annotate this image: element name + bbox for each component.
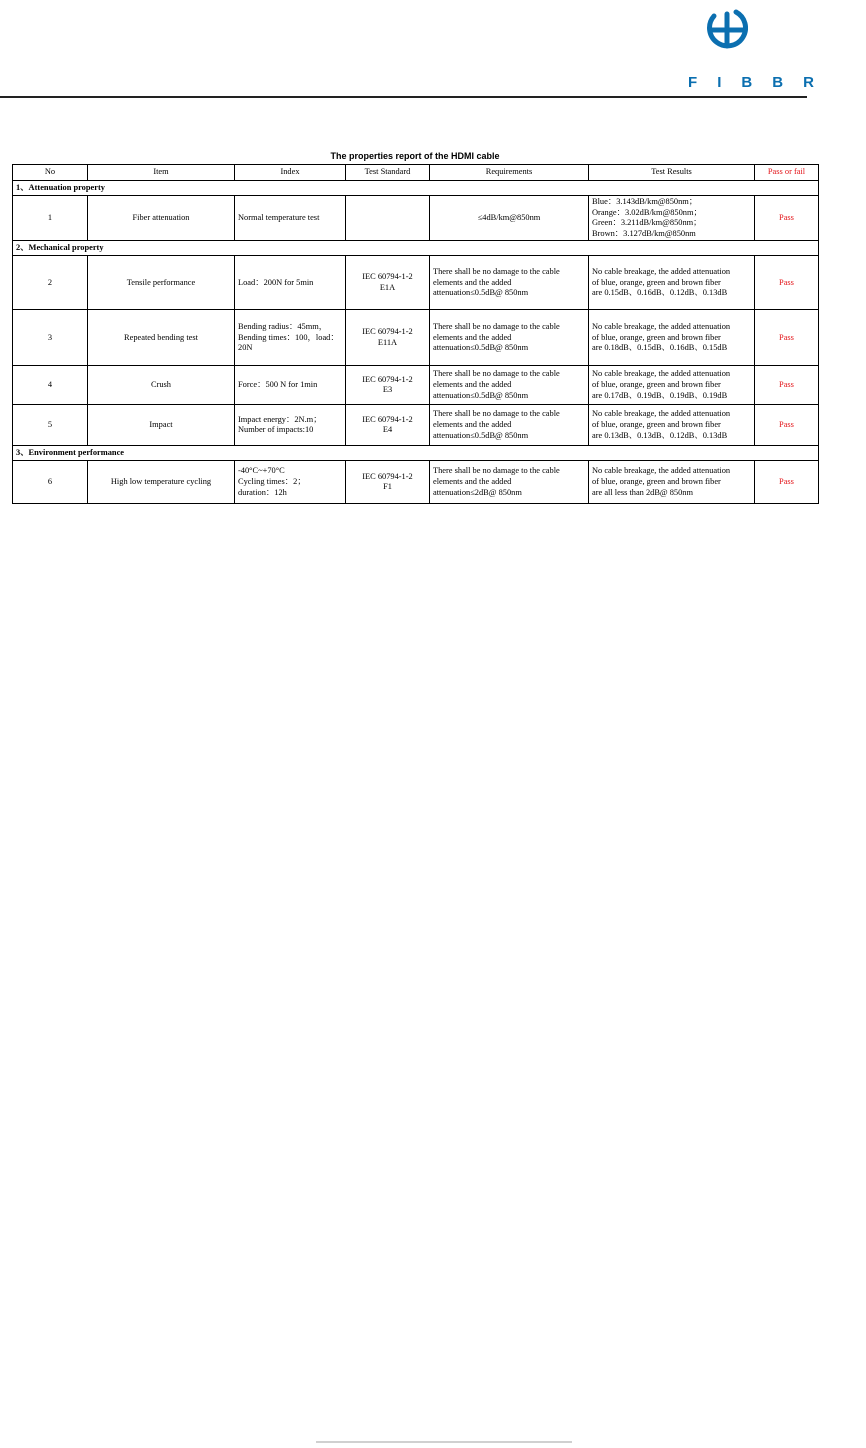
cell-standard-line: F1 (383, 482, 392, 492)
cell-index-line: duration：12h (238, 487, 287, 497)
footer-line (316, 1441, 572, 1443)
cell-index-line: Force：500 N for 1min (238, 380, 318, 390)
cell-results (589, 310, 755, 366)
cell-standard-line: E4 (382, 425, 393, 435)
cell-index (235, 405, 346, 446)
cell-index-line: Number of impacts:10 (238, 425, 314, 435)
cell-no: 4 (13, 366, 88, 405)
cell-requirements (430, 196, 589, 241)
cell-index-line: Cycling times：2； (238, 477, 306, 487)
cell-results-line: No cable breakage, the added attenuation (592, 369, 731, 379)
cell-standard (346, 256, 430, 310)
header-rule (0, 96, 807, 98)
cell-pass-fail: Pass (755, 405, 819, 446)
report-title: The properties report of the HDMI cable (330, 151, 500, 161)
table-row (13, 366, 819, 405)
cell-results (589, 405, 755, 446)
cell-results-line: of blue, orange, green and brown fiber (592, 477, 721, 487)
cell-item: High low temperature cycling (88, 461, 235, 504)
column-header-standard: Test Standard (346, 165, 430, 181)
cell-standard-line: IEC 60794-1-2 (362, 374, 413, 384)
cell-standard-line: E1A (379, 282, 396, 292)
cell-requirements-line: elements and the added (433, 380, 512, 390)
cell-results-line: are all less than 2dB@ 850nm (592, 487, 693, 497)
logo-wordmark (680, 74, 820, 91)
cell-item: Repeated bending test (88, 310, 235, 366)
logo-letter: B (772, 74, 784, 91)
cell-results (589, 366, 755, 405)
cell-requirements-line: attenuation≤0.5dB@ 850nm (433, 343, 529, 353)
cell-standard-line: IEC 60794-1-2 (362, 327, 413, 337)
cell-standard-line: E3 (382, 385, 393, 395)
cell-no: 2 (13, 256, 88, 310)
cell-requirements-line: There shall be no damage to the cable (433, 409, 560, 419)
cell-standard-line: IEC 60794-1-2 (362, 272, 413, 282)
plus-circle-logo-icon (706, 6, 748, 56)
cell-results-line: are 0.13dB、0.13dB、0.12dB、0.13dB (592, 430, 728, 440)
column-header-results: Test Results (589, 165, 755, 181)
cell-pass-fail: Pass (755, 256, 819, 310)
logo-letter: F (688, 74, 698, 91)
cell-results (589, 196, 755, 241)
cell-requirements-line: attenuation≤2dB@ 850nm (433, 487, 522, 497)
column-header-requirements: Requirements (430, 165, 589, 181)
cell-requirements-line: elements and the added (433, 277, 512, 287)
cell-index-line: Bending times：100，load： (238, 332, 339, 342)
table-row (13, 461, 819, 504)
cell-results-line: No cable breakage, the added attenuation (592, 321, 731, 331)
cell-requirements (430, 461, 589, 504)
cell-requirements-line: elements and the added (433, 332, 512, 342)
cell-results-line: of blue, orange, green and brown fiber (592, 277, 721, 287)
table-row (13, 405, 819, 446)
logo-letter: B (741, 74, 753, 91)
cell-results-line: of blue, orange, green and brown fiber (592, 420, 721, 430)
column-header-item: Item (88, 165, 235, 181)
cell-requirements-line: There shall be no damage to the cable (433, 266, 560, 276)
section-label: 3、Environment performance (13, 446, 819, 461)
cell-results-line: are 0.15dB、0.16dB、0.12dB、0.13dB (592, 288, 728, 298)
cell-requirements (430, 405, 589, 446)
cell-results-line: Blue：3.143dB/km@850nm； (592, 197, 698, 206)
cell-index (235, 366, 346, 405)
cell-item: Crush (88, 366, 235, 405)
cell-requirements-line: ≤4dB/km@850nm (477, 212, 541, 222)
table-row (13, 256, 819, 310)
cell-standard (346, 310, 430, 366)
cell-requirements-line: There shall be no damage to the cable (433, 369, 560, 379)
cell-requirements (430, 256, 589, 310)
cell-index (235, 310, 346, 366)
cell-requirements (430, 310, 589, 366)
section-row (13, 446, 819, 461)
cell-requirements-line: elements and the added (433, 477, 512, 487)
cell-index-line: Normal temperature test (238, 212, 320, 222)
cell-results-line: No cable breakage, the added attenuation (592, 466, 731, 476)
cell-pass-fail: Pass (755, 196, 819, 241)
properties-report (12, 146, 818, 504)
cell-results-line: No cable breakage, the added attenuation (592, 409, 731, 419)
cell-requirements-line: There shall be no damage to the cable (433, 321, 560, 331)
cell-index-line: 20N (238, 343, 253, 353)
cell-item: Tensile performance (88, 256, 235, 310)
cell-requirements-line: attenuation≤0.5dB@ 850nm (433, 390, 529, 400)
cell-no: 1 (13, 196, 88, 241)
logo-letter: R (803, 74, 814, 91)
cell-requirements-line: There shall be no damage to the cable (433, 466, 560, 476)
cell-index (235, 461, 346, 504)
section-row (13, 181, 819, 196)
cell-item: Fiber attenuation (88, 196, 235, 241)
table-header-row (13, 165, 819, 181)
cell-results-line: No cable breakage, the added attenuation (592, 266, 731, 276)
cell-index-line: Load：200N for 5min (238, 277, 314, 287)
cell-results-line: of blue, orange, green and brown fiber (592, 332, 721, 342)
cell-results-line: Green：3.211dB/km@850nm； (592, 218, 702, 228)
section-row (13, 241, 819, 256)
cell-no: 3 (13, 310, 88, 366)
cell-results (589, 256, 755, 310)
cell-requirements-line: attenuation≤0.5dB@ 850nm (433, 430, 529, 440)
cell-item: Impact (88, 405, 235, 446)
section-label: 1、Attenuation property (13, 181, 819, 196)
cell-requirements (430, 366, 589, 405)
cell-index (235, 196, 346, 241)
cell-no: 6 (13, 461, 88, 504)
cell-standard-line: IEC 60794-1-2 (362, 414, 413, 424)
cell-requirements-line: attenuation≤0.5dB@ 850nm (433, 288, 529, 298)
cell-index-line: -40°C~+70°C (238, 466, 285, 476)
cell-standard (346, 196, 430, 241)
table-row (13, 310, 819, 366)
cell-results-line: are 0.18dB、0.15dB、0.16dB、0.15dB (592, 343, 728, 353)
column-header-pass-fail: Pass or fail (755, 165, 819, 181)
cell-standard-line: E11A (377, 337, 398, 347)
cell-pass-fail: Pass (755, 461, 819, 504)
cell-requirements-line: elements and the added (433, 420, 512, 430)
cell-results-line: are 0.17dB、0.19dB、0.19dB、0.19dB (592, 390, 728, 400)
cell-index-line: Bending radius：45mm， (238, 321, 328, 331)
table-row (13, 196, 819, 241)
properties-table (12, 164, 819, 504)
cell-index-line: Impact energy：2N.m； (238, 414, 322, 424)
logo-letter: I (717, 74, 722, 91)
section-label: 2、Mechanical property (13, 241, 819, 256)
cell-results-line: Orange：3.02dB/km@850nm； (592, 207, 702, 217)
cell-no: 5 (13, 405, 88, 446)
cell-standard-line: IEC 60794-1-2 (362, 471, 413, 481)
column-header-index: Index (235, 165, 346, 181)
cell-results-line: Brown：3.127dB/km@850nm (592, 228, 696, 238)
fibbr-logo (680, 4, 820, 96)
cell-index (235, 256, 346, 310)
cell-pass-fail: Pass (755, 310, 819, 366)
cell-results-line: of blue, orange, green and brown fiber (592, 380, 721, 390)
column-header-no: No (13, 165, 88, 181)
cell-standard (346, 461, 430, 504)
cell-standard (346, 405, 430, 446)
cell-standard (346, 366, 430, 405)
cell-pass-fail: Pass (755, 366, 819, 405)
cell-results (589, 461, 755, 504)
